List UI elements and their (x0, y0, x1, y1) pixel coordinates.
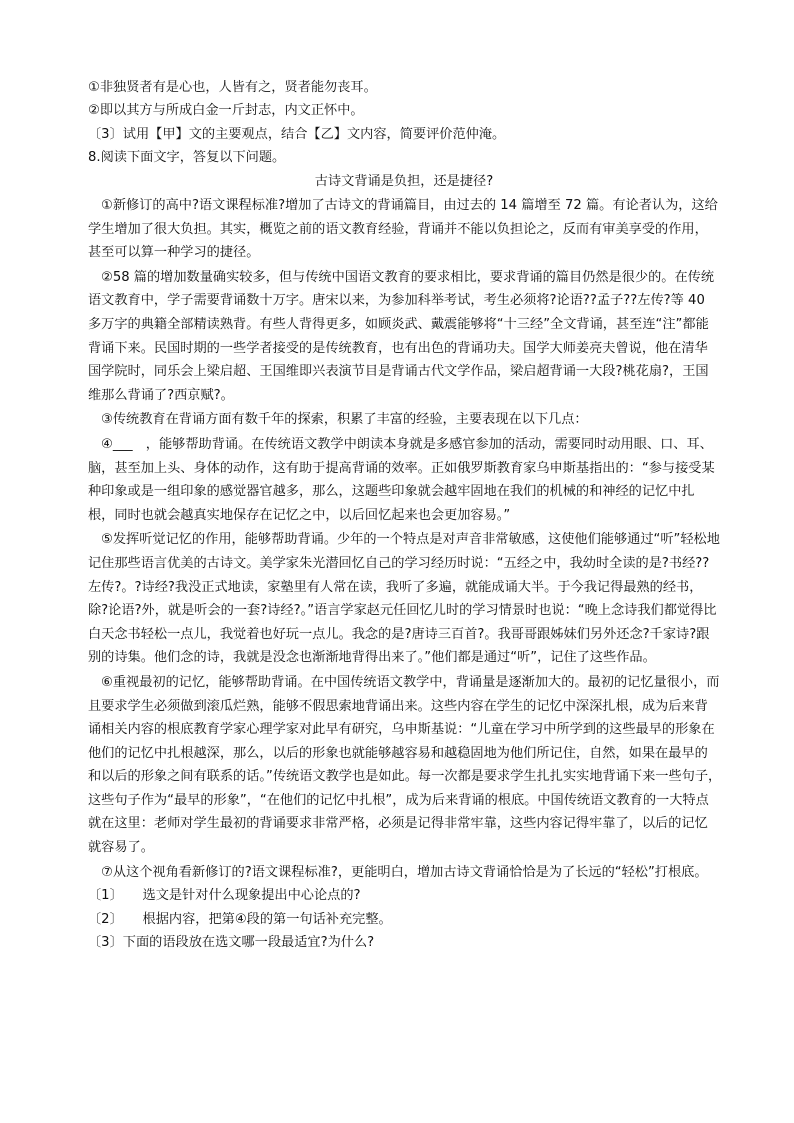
question-3-prompt: 〔3〕试用【甲】文的主要观点，结合【乙】文内容，简要评价范仲淹。 (88, 126, 506, 142)
annotation-line-2: ②即以其方与所成白金一斤封志，内文正怀中。 (88, 103, 364, 119)
paragraph-4: ④___ ，能够帮助背诵。在传统语文教学中朗读本身就是多感官参加的活动，需要同时动用眼、口、耳、脑，甚至加上头、身体的动作，这有助于提高背诵的效率。正如俄罗斯教育家乌申斯基指出的：“参与接受某种印象或是一组印象的感觉器官越多，那么，这题些印象就会越牢固地在我们的机械的和神经的记忆中扎根，同时也就会越真实地保存在记忆之中，以后回忆起来也会更加容易。” (88, 436, 715, 523)
sub-question-2: 〔2〕 根据内容，把第④段的第一句话补充完整。 (88, 911, 392, 927)
paragraph-3: ③传统教育在背诵方面有数千年的探索，积累了丰富的经验，主要表现在以下几点： (101, 412, 588, 428)
paragraph-7: ⑦从这个视角看新修订的?语文课程标准?，更能明白，增加古诗文背诵恰恰是为了长远的“轻松”打根底。 (101, 864, 708, 880)
paragraph-2: ②58 篇的增加数量确实较多，但与传统中国语文教育的要求相比，要求背诵的篇目仍然是很少的。在传统语文教育中，学子需要背诵数十万字。唐宋以来，为参加科举考试，考生必须将?论语??孟子??左传?等 40 多万字的典籍全部精读熟背。有些人背得更多，如顾炎武、戴震能够将“十三经”全文背诵，甚至连“注”都能背诵下来。民国时期的一些学者接受的是传统教育，也有出色的背诵功夫。国学大师姜亮夫曾说，他在清华国学院时，同乐会上梁启超、王国维即兴表演节目是背诵古代文学作品，梁启超背诵一大段?桃花扇?，王国维那么背诵了?西京赋?。 (88, 269, 715, 403)
question-8-heading: 8.阅读下面文字，答复以下问题。 (88, 150, 286, 166)
sub-question-3: 〔3〕下面的语段放在选文哪一段最适宜?为什么? (88, 935, 375, 951)
annotation-line-1: ①非独贤者有是心也，人皆有之，贤者能勿丧耳。 (88, 80, 377, 95)
paragraph-1: ①新修订的高中?语文课程标准?增加了古诗文的背诵篇目，由过去的 14 篇增至 72 篇。有论者认为，这给学生增加了很大负担。其实，概览之前的语文教育经验，背诵并不能以负担论之，反而有审美享受的作用，甚至可以算一种学习的捷径。 (88, 198, 718, 261)
page-content (88, 76, 728, 954)
article-title: 古诗文背诵是负担，还是捷径? (314, 173, 494, 189)
paragraph-5: ⑤发挥听觉记忆的作用，能够帮助背诵。少年的一个特点是对声音非常敏感，这使他们能够通过“听”轻松地记住那些语言优美的古诗文。美学家朱光潜回忆自己的学习经历时说：“五经之中，我幼时全读的是?书经??左传?。?诗经?我没正式地读，家塾里有人常在读，我听了多遍，就能成诵大半。于今我记得最熟的经书，除?论语?外，就是听会的一套?诗经?。”语言学家赵元任回忆儿时的学习情景时也说：“晚上念诗我们都觉得比白天念书轻松一点儿，我觉着也好玩一点儿。我念的是?唐诗三百首?。我哥哥跟姊妹们另外还念?千家诗?跟别的诗集。他们念的诗，我就是没念也渐渐地背得出来了。”他们都是通过“听”，记住了这些作品。 (88, 532, 720, 666)
sub-question-1: 〔1〕 选文是针对什么现象提出中心论点的? (88, 888, 361, 904)
paragraph-6: ⑥重视最初的记忆，能够帮助背诵。在中国传统语文教学中，背诵量是逐渐加大的。最初的记忆量很小，而且要求学生必须做到滚瓜烂熟，能够不假思索地背诵出来。这些内容在学生的记忆中深深扎根，成为后来背诵相关内容的根底教育学家心理学家对此早有研究，乌申斯基说：“儿童在学习中所学到的这些最早的形象在他们的记忆中扎根越深，那么，以后的形象也就能够越容易和越稳固地为他们所记住，自然，如果在最早的和以后的形象之间有联系的话。”传统语文教学也是如此。每一次都是要求学生扎扎实实地背诵下来一些句子， 这些句子作为“最早的形象”，“在他们的记忆中扎根”，成为后来背诵的根底。中国传统语文教育的一大特点就在这里：老师对学生最初的背诵要求非常严格，必须是记得非常牢靠，这些内容记得牢靠了，以后的记忆就容易了。 (88, 674, 728, 856)
